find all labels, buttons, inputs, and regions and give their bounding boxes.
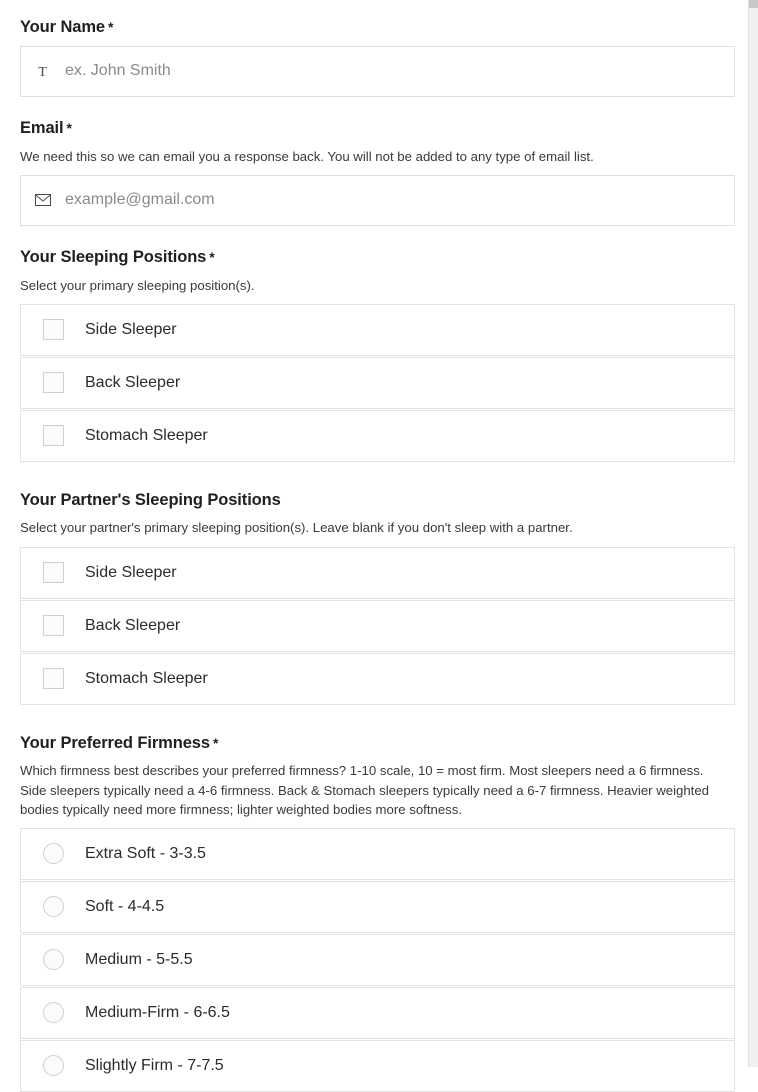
help-preferred-firmness: Which firmness best describes your preferred firmness? 1-10 scale, 10 = most firm. Most sleepers need a 6 firmness. Side sleepers typically need a 4-6 firmness. Back & Stomach sleepers typically need a 6-7 firmness. Heavier weighted bodies typically need more firmness; lighter weighted bodies more softness. [20,763,710,817]
label-your-sleeping-positions [20,248,715,268]
option-label: Side Sleeper [85,563,177,581]
radio-row-soft[interactable] [20,881,735,933]
checkbox-icon[interactable] [43,562,64,583]
checkbox-icon[interactable] [43,425,64,446]
option-label: Extra Soft - 3-3.5 [85,844,206,862]
partner-sleeping-positions-options [20,547,735,705]
label-your-name-text: Your Name [20,18,105,36]
checkbox-icon[interactable] [43,319,64,340]
radio-row-medium[interactable] [20,934,735,986]
help-email: We need this so we can email you a response back. You will not be added to any type of email list. [20,148,594,164]
field-email [20,119,715,226]
checkbox-row-partner-side-sleeper[interactable] [20,547,735,599]
your-name-input[interactable] [65,62,720,80]
label-partner-sleeping-positions [20,491,715,511]
option-label: Back Sleeper [85,616,181,634]
option-label: Slightly Firm - 7-7.5 [85,1056,224,1074]
label-your-sleeping-positions-text: Your Sleeping Positions [20,247,207,266]
help-your-sleeping-positions: Select your primary sleeping position(s). [20,277,255,293]
checkbox-row-side-sleeper[interactable] [20,304,735,356]
checkbox-icon[interactable] [43,372,64,393]
required-marker: * [209,248,215,265]
checkbox-icon[interactable] [43,615,64,636]
field-preferred-firmness [20,734,715,1092]
field-your-sleeping-positions [20,248,715,462]
radio-icon[interactable] [43,949,64,970]
field-your-name [20,18,715,97]
option-label: Stomach Sleeper [85,669,208,687]
required-marker: * [212,734,219,751]
radio-icon[interactable] [43,1055,64,1076]
required-marker: * [66,119,72,136]
option-label: Side Sleeper [85,320,177,338]
label-partner-sleeping-positions-text: Your Partner's Sleeping Positions [20,490,281,509]
checkbox-icon[interactable] [43,668,64,689]
preferred-firmness-options [20,828,735,1092]
required-marker: * [107,19,114,35]
label-email [20,119,715,139]
checkbox-row-stomach-sleeper[interactable] [20,410,735,462]
svg-text:T: T [38,63,47,79]
envelope-icon [35,194,61,206]
label-preferred-firmness [20,734,715,754]
label-preferred-firmness-text: Your Preferred Firmness [20,733,210,752]
radio-icon[interactable] [43,1002,64,1023]
email-input-wrapper[interactable] [20,175,735,226]
scrollbar-thumb[interactable] [749,0,758,8]
checkbox-row-partner-back-sleeper[interactable] [20,600,735,652]
label-your-name [20,18,715,38]
help-partner-sleeping-positions: Select your partner's primary sleeping position(s). Leave blank if you don't sleep with a partner. [20,520,573,536]
field-partner-sleeping-positions [20,491,715,705]
option-label: Back Sleeper [85,373,181,391]
radio-icon[interactable] [43,843,64,864]
checkbox-row-back-sleeper[interactable] [20,357,735,409]
option-label: Medium - 5-5.5 [85,950,193,968]
radio-row-extra-soft[interactable] [20,828,735,880]
vertical-scrollbar[interactable] [748,0,758,1067]
radio-row-medium-firm[interactable] [20,987,735,1039]
radio-icon[interactable] [43,896,64,917]
your-sleeping-positions-options [20,304,735,462]
option-label: Medium-Firm - 6-6.5 [85,1003,230,1021]
your-name-input-wrapper[interactable] [20,46,735,97]
option-label: Stomach Sleeper [85,426,208,444]
label-email-text: Email [20,118,64,137]
radio-row-slightly-firm[interactable] [20,1040,735,1092]
checkbox-row-partner-stomach-sleeper[interactable] [20,653,735,705]
option-label: Soft - 4-4.5 [85,897,165,915]
email-input[interactable] [65,191,720,209]
text-input-icon [35,64,61,79]
